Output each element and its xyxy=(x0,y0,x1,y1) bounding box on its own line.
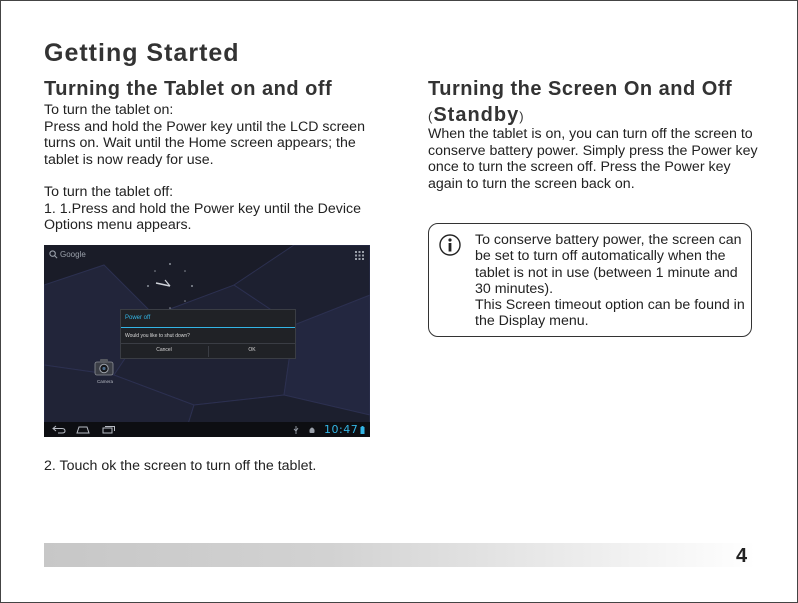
google-search-label: Google xyxy=(60,250,86,259)
tablet-screenshot xyxy=(44,245,370,437)
subheading-close-paren: ) xyxy=(519,109,525,124)
search-icon xyxy=(49,250,58,259)
dialog-divider xyxy=(121,327,295,328)
camera-app-label: Camera xyxy=(96,379,113,384)
turn-off-instructions: To turn the tablet off: 1. 1.Press and hold the Power key until the Device Options menu appears. xyxy=(44,184,362,233)
status-clock: 10:47 xyxy=(324,423,359,436)
battery-icon xyxy=(360,426,365,434)
section-heading-screen-standby: Turning the Screen On and Off xyxy=(428,78,733,100)
android-debug-icon xyxy=(308,426,316,434)
dialog-message: Would you like to shut down? xyxy=(125,333,190,339)
analog-clock-widget xyxy=(144,260,196,312)
home-icon[interactable] xyxy=(76,425,90,434)
footer-gradient-bar xyxy=(44,543,756,567)
system-nav-bar xyxy=(44,422,370,437)
page-title: Getting Started xyxy=(44,39,240,67)
section-heading-tablet-power: Turning the Tablet on and off xyxy=(44,78,333,100)
apps-grid-icon xyxy=(355,251,364,260)
usb-icon xyxy=(292,426,300,434)
cancel-button[interactable]: Cancel xyxy=(156,347,172,353)
recent-apps-icon[interactable] xyxy=(102,425,116,434)
standby-subheading xyxy=(428,104,525,127)
dialog-button-row xyxy=(121,343,295,359)
ok-button[interactable]: OK xyxy=(208,346,295,357)
dialog-title: Power off xyxy=(125,315,151,321)
back-icon[interactable] xyxy=(52,425,66,434)
standby-instructions: When the tablet is on, you can turn off the screen to conserve battery power. Simply press the Power key once to turn the screen off. Press the Power key again to turn the screen back on. xyxy=(428,126,758,192)
page-number: 4 xyxy=(736,545,748,567)
power-off-dialog xyxy=(120,309,296,359)
turn-on-instructions: To turn the tablet on: Press and hold the Power key until the LCD screen turns on. Wait until the Home screen appears; the tablet is now ready for use. xyxy=(44,102,365,168)
standby-label: Standby xyxy=(433,104,520,126)
step-two-instruction: 2. Touch ok the screen to turn off the tablet. xyxy=(44,458,317,474)
tip-text: To conserve battery power, the screen can be set to turn off automatically when the tablet is not in use (between 1 minute and 30 minutes). This Screen timeout option can be found in the Display menu. xyxy=(475,232,745,330)
info-icon xyxy=(439,234,461,256)
subheading-open-paren: ( xyxy=(428,109,434,124)
camera-icon[interactable] xyxy=(94,358,114,376)
tip-box xyxy=(428,223,752,337)
status-bar xyxy=(44,245,370,265)
